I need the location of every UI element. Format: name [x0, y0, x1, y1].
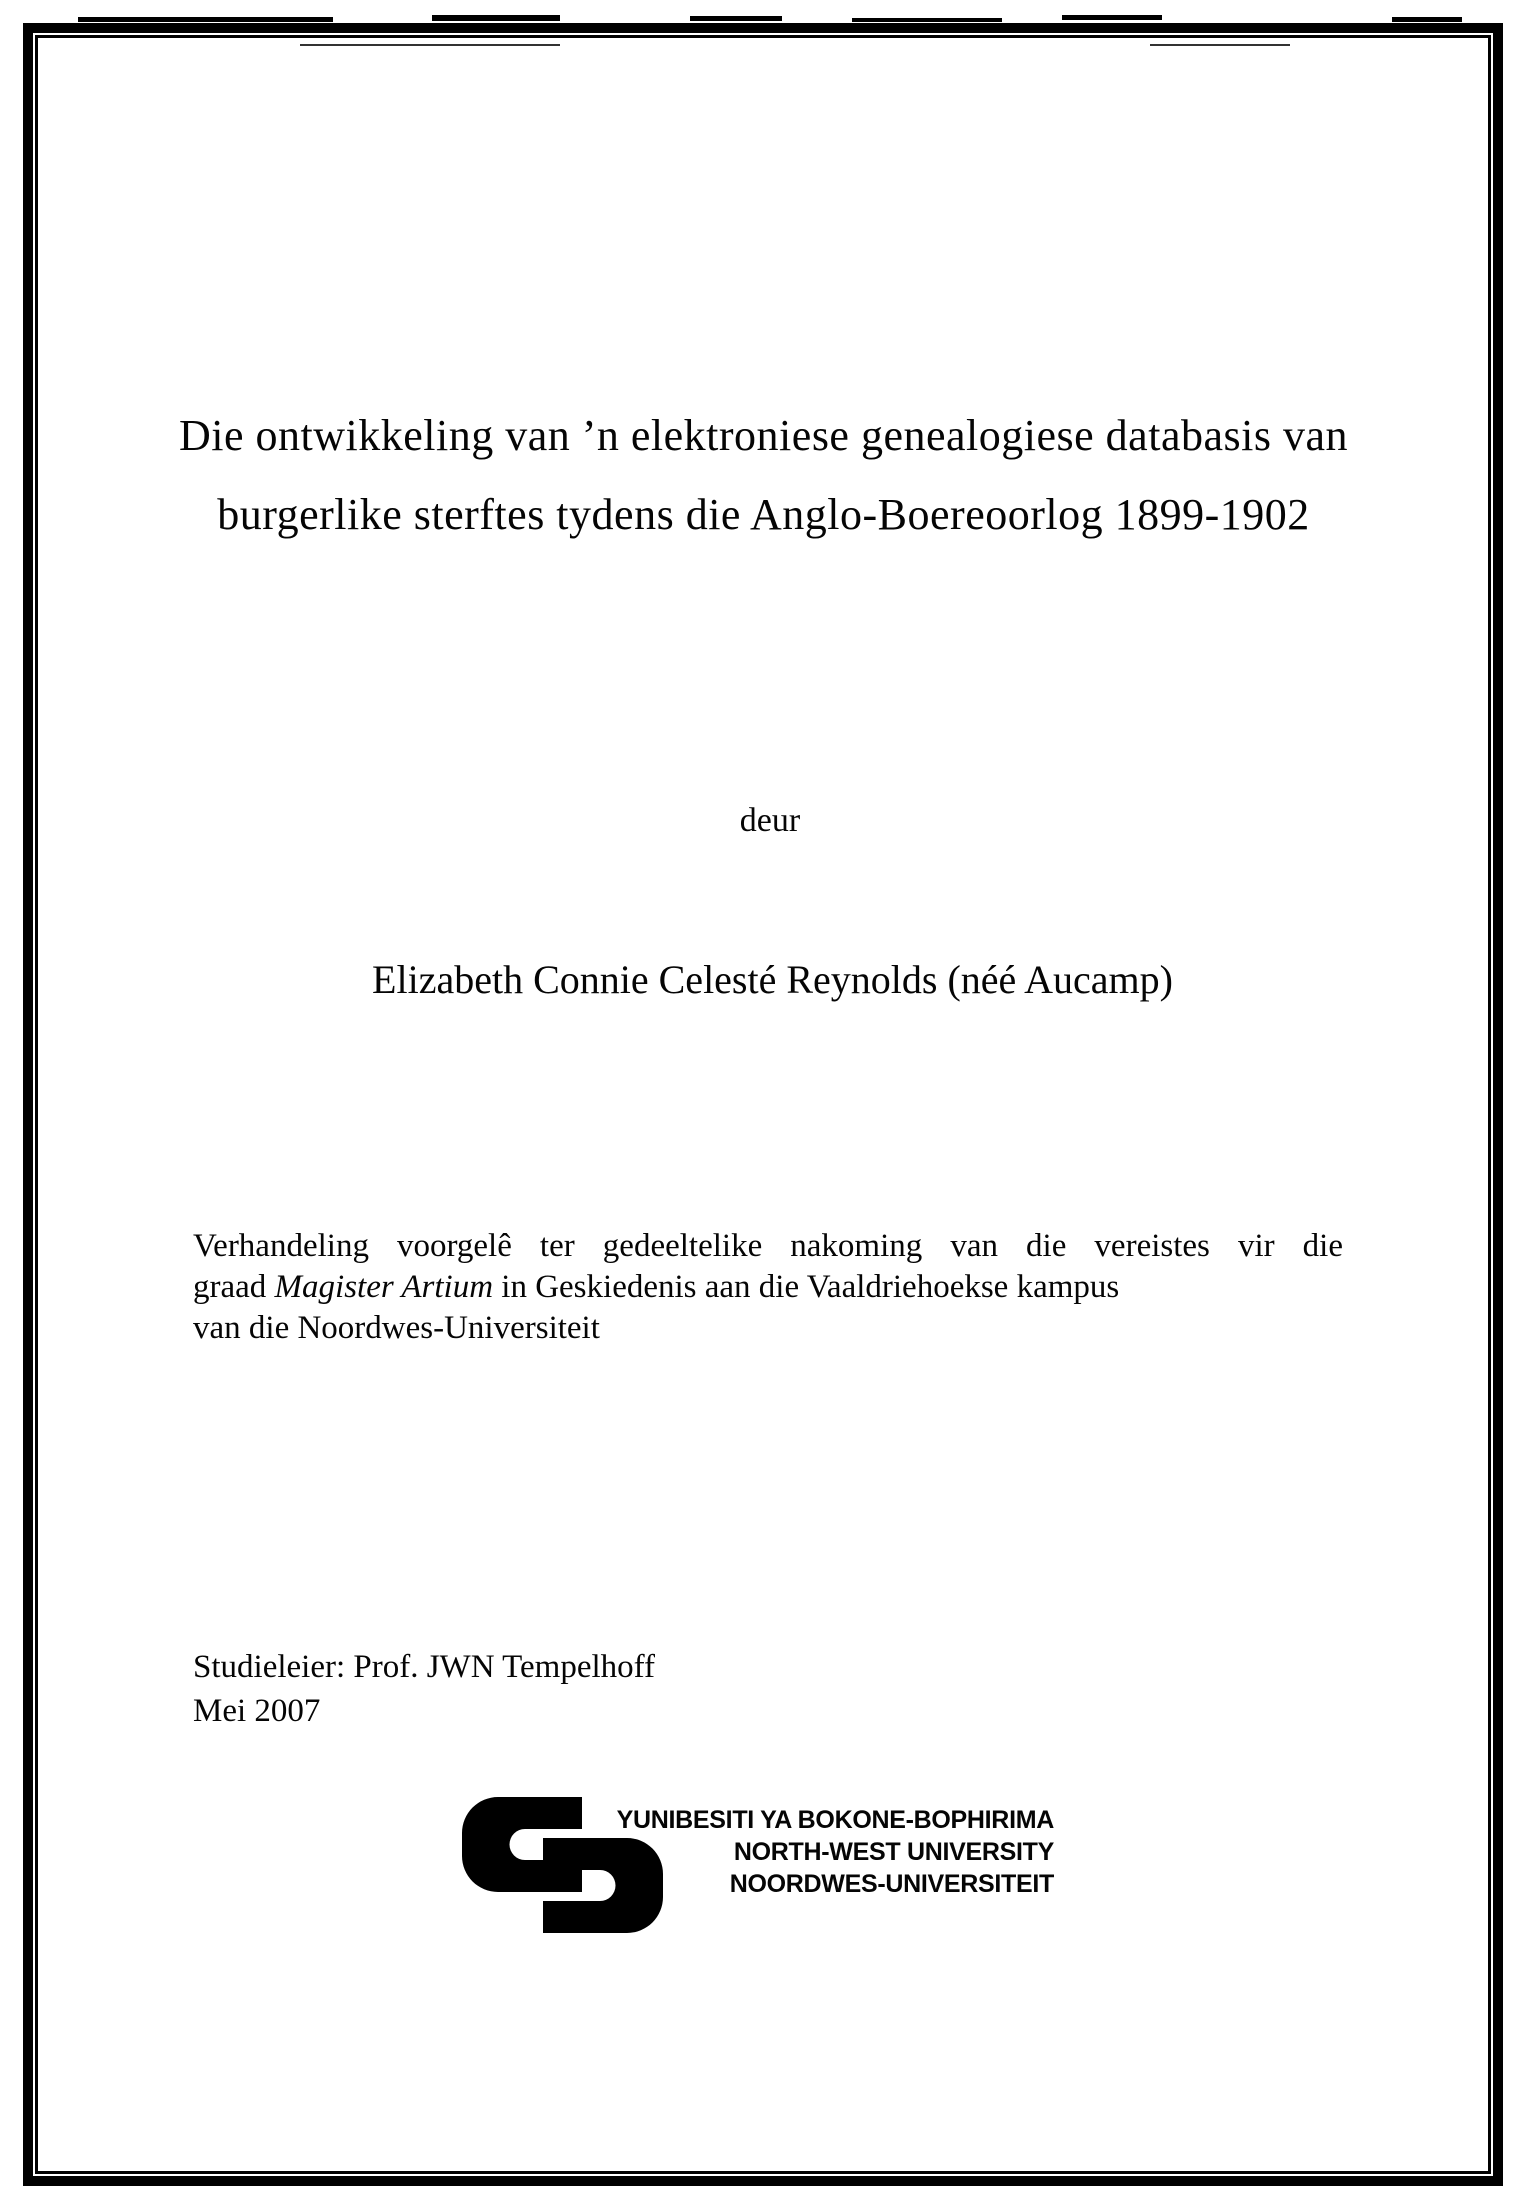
logo-text-setswana: YUNIBESITI YA BOKONE-BOPHIRIMA — [616, 1806, 1054, 1834]
statement-line2-post: in Geskiedenis aan die Vaaldriehoekse kampus — [493, 1269, 1120, 1305]
scan-artifact — [690, 16, 782, 21]
statement-line1: Verhandeling voorgelê ter gedeeltelike nakoming van die vereistes vir die — [193, 1228, 1343, 1264]
university-logo-text — [588, 1804, 1054, 1900]
university-logo — [462, 1795, 1062, 1940]
thesis-title-line1: Die ontwikkeling van ’n elektroniese genealogiese databasis van — [178, 411, 1348, 460]
supervisor-line: Studieleier: Prof. JWN Tempelhoff — [193, 1649, 656, 1685]
date-line: Mei 2007 — [193, 1693, 321, 1729]
statement-line3: van die Noordwes-Universiteit — [193, 1310, 600, 1346]
scan-artifact — [432, 15, 560, 21]
scan-artifact — [1392, 17, 1462, 22]
statement-line2 — [193, 1267, 1343, 1308]
author-name: Elizabeth Connie Celesté Reynolds (néé Aucamp) — [372, 957, 1173, 1002]
logo-text-english: NORTH-WEST UNIVERSITY — [733, 1838, 1054, 1866]
scan-artifact — [852, 18, 1002, 22]
scan-artifact — [78, 17, 333, 22]
byline: deur — [739, 802, 801, 839]
scan-artifact — [1062, 15, 1162, 20]
thesis-title-line2: burgerlike sterftes tydens die Anglo-Boereoorlog 1899-1902 — [217, 490, 1310, 539]
supervisor-block — [193, 1645, 655, 1733]
degree-name-italic: Magister Artium — [274, 1269, 494, 1305]
statement-line2-pre: graad — [193, 1269, 275, 1305]
thesis-title — [60, 396, 1467, 554]
logo-text-afrikaans: NOORDWES-UNIVERSITEIT — [729, 1870, 1054, 1898]
submission-statement — [193, 1226, 1343, 1349]
